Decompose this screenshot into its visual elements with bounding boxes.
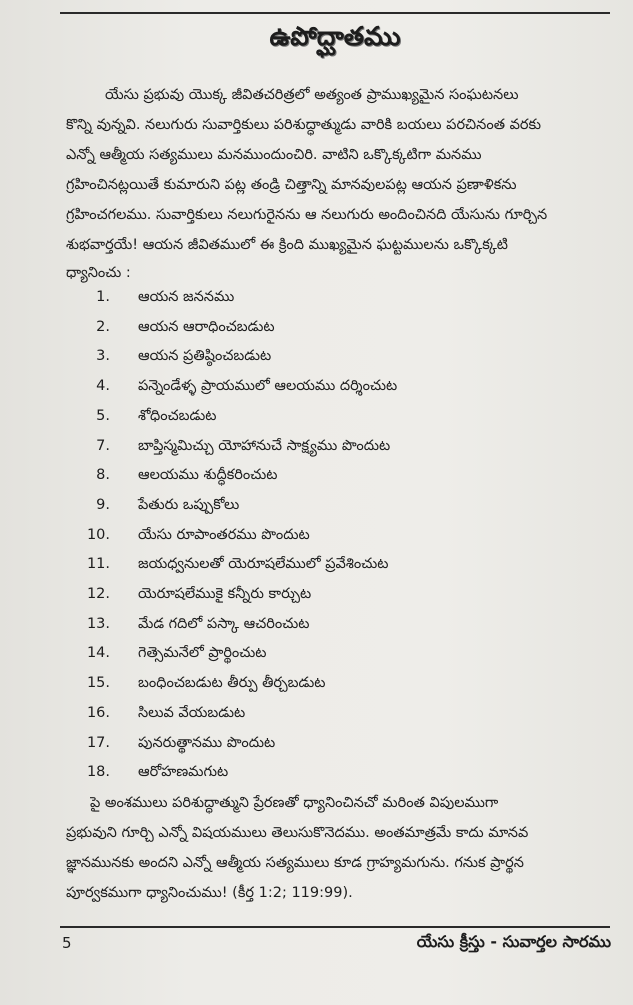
closing-line: పై అంశములు పరిశుద్ధాత్ముని ప్రేరణతో ధ్యానించినచో మరింత విపులముగా [90, 795, 499, 811]
item-text: పేతురు ఒప్పుకోలు [138, 496, 240, 513]
item-text: యెరూషలేముకై కన్నీరు కార్చుట [138, 586, 312, 602]
top-rule [60, 12, 610, 14]
item-text: మేడ గదిలో పస్కా ఆచరించుట [138, 615, 310, 632]
list-item [60, 581, 560, 607]
book-title: యేసు క్రీస్తు - సువార్తల సారము [416, 932, 611, 951]
list-item [60, 551, 560, 577]
item-number: 12. [86, 586, 110, 602]
intro-line: గ్రహించినట్లయితే కుమారుని పట్ల తండ్రి చిత్తాన్ని మానవులపట్ల ఆయన ప్రణాళికను [66, 177, 517, 193]
list-item [60, 373, 560, 399]
list-item [60, 670, 560, 696]
item-number: 17. [86, 734, 110, 751]
item-number: 8. [96, 467, 110, 484]
list-item [60, 700, 560, 726]
list-item [60, 343, 560, 369]
list-item [60, 462, 560, 488]
item-number: 14. [86, 645, 110, 662]
list-item [60, 403, 560, 429]
list-item [60, 730, 560, 756]
list-item [60, 433, 560, 459]
item-number: 15. [86, 675, 110, 692]
item-number: 13. [86, 615, 110, 632]
item-text: యేసు రూపాంతరము పొందుట [138, 526, 310, 543]
intro-line: ఎన్నో ఆత్మీయ సత్యములు మనముందుంచిరి. వాటిని ఒక్కొక్కటిగా మనము [66, 147, 482, 163]
item-text: శోధించబడుట [138, 407, 217, 424]
item-text: గెత్సెమనేలో ప్రార్థించుట [138, 645, 267, 662]
item-number: 2. [96, 318, 110, 335]
item-number: 5. [96, 407, 110, 424]
closing-line: పూర్వకముగా ధ్యానించుము! (కీర్త 1:2; 119:99). [66, 885, 353, 901]
intro-line: ధ్యానించు : [66, 265, 131, 281]
item-number: 9. [96, 496, 110, 513]
list-item [60, 492, 560, 518]
page-title: ఉపోద్ఘాతము [269, 22, 401, 52]
intro-line: శుభవార్తయే! ఆయన జీవితములో ఈ క్రింది ముఖ్యమైన ఘట్టములను ఒక్కొక్కటి [66, 237, 508, 253]
item-text: బాప్తిస్మమిచ్చు యోహానుచే సాక్ష్యము పొందుట [138, 437, 391, 454]
item-text: పునరుత్థానము పొందుట [138, 734, 276, 751]
item-number: 7. [96, 437, 110, 454]
closing-line: ప్రభువుని గూర్చి ఎన్నో విషయములు తెలుసుకొనెదము. అంతమాత్రమే కాదు మానవ [66, 825, 529, 841]
item-number: 10. [86, 526, 110, 543]
item-text: జయధ్వనులతో యెరూషలేములో ప్రవేశించుట [138, 556, 389, 573]
bottom-rule [60, 926, 610, 928]
item-number: 16. [86, 704, 110, 721]
list-item [60, 314, 560, 340]
item-text: సిలువ వేయబడుట [138, 704, 246, 721]
item-text: పన్నెండేళ్ళ ప్రాయములో ఆలయము దర్శించుట [138, 378, 398, 395]
item-number: 18. [86, 764, 110, 781]
item-text: ఆరోహణమగుట [138, 764, 229, 781]
closing-line: జ్ఞానమునకు అందని ఎన్నో ఆత్మీయ సత్యములు కూడ గ్రాహ్యమగును. గనుక ప్రార్థన [66, 855, 524, 871]
item-number: 4. [96, 378, 110, 395]
intro-line: యేసు ప్రభువు యొక్క జీవితచరిత్రలో అత్యంత ప్రాముఖ్యమైన సంఘటనలు [105, 87, 519, 103]
item-text: బంధించబడుట తీర్పు తీర్చబడుట [138, 675, 326, 692]
page-number: 5 [62, 934, 72, 952]
item-number: 1. [96, 289, 110, 305]
item-text: ఆయన జననము [138, 289, 235, 305]
list-item [60, 522, 560, 548]
list-item [60, 759, 560, 785]
item-text: ఆయన ఆరాధించబడుట [138, 318, 275, 335]
list-item [60, 284, 560, 310]
item-text: ఆలయము శుద్ధీకరించుట [138, 467, 278, 484]
intro-line: కొన్ని వున్నవి. నలుగురు సువార్తికులు పరిశుద్ధాత్ముడు వారికి బయలు పరచినంత వరకు [66, 117, 542, 133]
item-number: 3. [96, 348, 110, 365]
list-item [60, 611, 560, 637]
list-item [60, 640, 560, 666]
item-text: ఆయన ప్రతిష్ఠించబడుట [138, 348, 272, 365]
item-number: 11. [86, 556, 110, 573]
intro-line: గ్రహించగలము. సువార్తికులు నలుగురైనను ఆ నలుగురు అందించినది యేసును గూర్చిన [66, 207, 548, 223]
